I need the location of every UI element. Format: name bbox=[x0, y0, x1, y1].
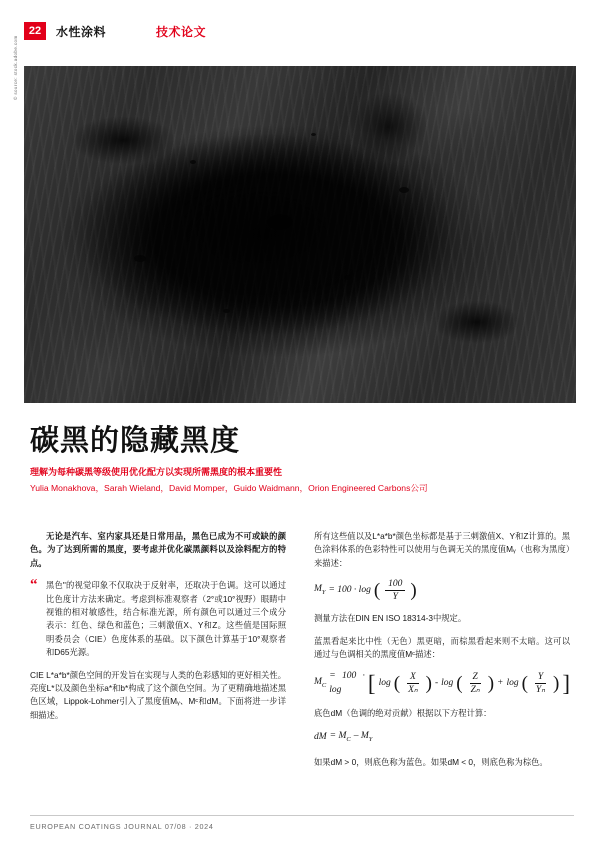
fraction-denominator-zn: Zₙ bbox=[470, 685, 480, 696]
fraction-Y-over-Yn bbox=[533, 672, 548, 695]
paragraph-blue-brown-black: 蓝黑看起来比中性（无色）黑更暗，而棕黑看起来则不太暗。这可以通过与色调相关的黑度值Mᶜ描述： bbox=[314, 635, 570, 660]
paren-open-2: ( bbox=[456, 672, 463, 694]
footer-journal-line: EUROPEAN COATINGS JOURNAL 07/08 · 2024 bbox=[30, 822, 214, 831]
page-number-badge: 22 bbox=[24, 22, 46, 40]
image-credit: © source: stock.adobe.com bbox=[13, 35, 18, 100]
operator-minus: - bbox=[434, 678, 439, 689]
formula-dm bbox=[314, 730, 570, 746]
formula-my-equals: = 100 · log bbox=[328, 585, 371, 596]
formula-my bbox=[314, 579, 570, 602]
bracket-close: ] bbox=[562, 670, 570, 696]
paren-close-2: ) bbox=[487, 672, 495, 694]
fraction-Z-over-Zn bbox=[468, 672, 483, 695]
formula-my-symbol: M bbox=[314, 583, 322, 594]
formula-mc-symbol: M bbox=[314, 676, 322, 687]
log-3: log bbox=[506, 678, 519, 689]
hero-image-carbon-black bbox=[24, 66, 576, 403]
quote-mark-icon: “ bbox=[30, 577, 38, 594]
fraction-denominator-xn: Xₙ bbox=[408, 685, 418, 696]
formula-dm-sub-c: C bbox=[346, 735, 351, 743]
footer-divider bbox=[30, 815, 574, 816]
paragraph-cie-space: CIE L*a*b*颜色空间的开发旨在实现与人类的色彩感知的更好相关性。亮度L*以及颜色坐标a*和b*构成了这个颜色空间。为了更精确地描述黑色区域，Lippok-Lohmer引入了黑度值Mᵧ、Mᶜ和dM。下面将进一步详细描述。 bbox=[30, 669, 286, 720]
page-header bbox=[24, 22, 576, 40]
body-column-right bbox=[314, 530, 570, 778]
fraction-numerator-y: Y bbox=[535, 672, 546, 684]
paren-open-3: ( bbox=[521, 672, 528, 694]
fraction-denominator: Y bbox=[392, 592, 398, 603]
article-authors: Yulia Monakhova，Sarah Wieland，David Momper，Guido Waidmann，Orion Engineered Carbons公司 bbox=[30, 483, 428, 493]
article-title: 碳黑的隐藏黑度 bbox=[30, 425, 241, 457]
formula-dm-minus: – M bbox=[353, 730, 369, 741]
log-2: log bbox=[441, 678, 454, 689]
header-section: 技术论文 bbox=[156, 24, 207, 39]
fraction-numerator-z: Z bbox=[470, 672, 481, 684]
body-column-left bbox=[30, 530, 286, 731]
fraction-X-over-Xn bbox=[405, 672, 421, 695]
pull-quote-block bbox=[30, 579, 286, 659]
fraction-numerator-x: X bbox=[407, 672, 419, 684]
paragraph-undertone-result: 如果dM > 0，则底色称为蓝色。如果dM < 0，则底色称为棕色。 bbox=[314, 756, 548, 767]
paren-close-3: ) bbox=[553, 672, 560, 694]
paragraph-color-perception: 黑色"的视觉印象不仅取决于反射率，还取决于色调。这可以通过比色度计方法来确定。考虑到标准观察者（2°或10°视野）眼睛中视锥的相对敏感性，结合标准光源，所有颜色可以通过三个成分表示：红色、绿色和蓝色；三刺激值X、Y和Z。这些值是国际照明委员会（CIE）色度体系的基础。以下颜色计算基于10°观察者和D65光源。 bbox=[46, 580, 286, 658]
lead-paragraph: 无论是汽车、室内家具还是日常用品，黑色已成为不可或缺的颜色。为了达到所需的黑度，要考虑并优化碳黑颜料以及涂料配方的特点。 bbox=[30, 531, 286, 568]
log-1: log bbox=[378, 678, 391, 689]
hero-image-container bbox=[13, 35, 576, 403]
formula-my-subscript: Y bbox=[321, 588, 326, 596]
article-subtitle: 理解为每种碳黑等级使用优化配方以实现所需黑度的根本重要性 bbox=[30, 467, 283, 477]
paren-close: ) bbox=[410, 579, 417, 601]
formula-mc bbox=[314, 670, 570, 697]
formula-mc-subscript: C bbox=[321, 681, 327, 689]
formula-dm-symbol: dM bbox=[314, 732, 327, 743]
paren-open: ( bbox=[373, 579, 381, 601]
formula-mc-equals: = 100 · log bbox=[329, 671, 365, 695]
operator-plus: + bbox=[497, 678, 504, 689]
fraction-numerator: 100 bbox=[385, 579, 405, 591]
formula-dm-sub-y: Y bbox=[368, 735, 373, 743]
formula-dm-equals: = M bbox=[329, 730, 347, 741]
paren-open-1: ( bbox=[393, 672, 401, 694]
paragraph-tristimulus: 所有这些值以及L*a*b*颜色坐标都是基于三刺激值X、Y和Z计算的。黑色涂料体系的色彩特性可以使用与色调无关的黑度值Mᵧ（也称为黑度）来描述： bbox=[314, 531, 570, 568]
bracket-open: [ bbox=[367, 670, 376, 696]
fraction-100-over-Y bbox=[385, 579, 405, 602]
fraction-denominator-yn: Yₙ bbox=[535, 685, 545, 696]
paren-close-1: ) bbox=[425, 672, 432, 694]
header-category: 水性涂料 bbox=[56, 24, 107, 39]
paragraph-din-standard: 测量方法在DIN EN ISO 18314-3中规定。 bbox=[314, 613, 467, 624]
paragraph-undertone-equation-intro: 底色dM（色调的绝对贡献）根据以下方程计算： bbox=[314, 708, 492, 719]
